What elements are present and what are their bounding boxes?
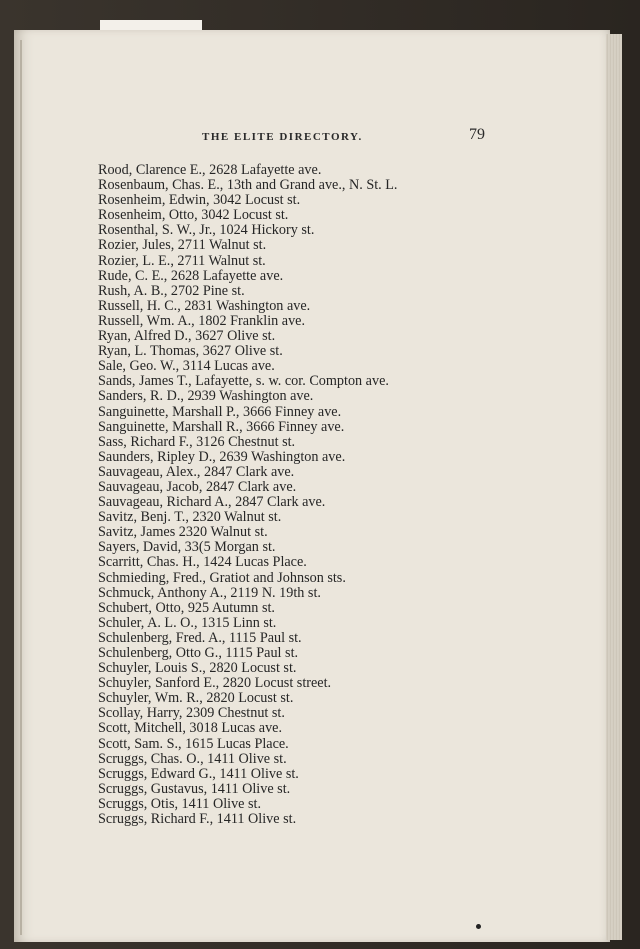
directory-entry: Rood, Clarence E., 2628 Lafayette ave. bbox=[98, 162, 322, 178]
directory-entry: Rosenheim, Otto, 3042 Locust st. bbox=[98, 207, 289, 224]
directory-entry: Schuyler, Sanford E., 2820 Locust street. bbox=[98, 675, 332, 692]
directory-entry: Sayers, David, 33(5 Morgan st. bbox=[98, 539, 276, 556]
directory-entry: Scruggs, Edward G., 1411 Olive st. bbox=[98, 765, 299, 782]
directory-entry: Sanguinette, Marshall P., 3666 Finney ave. bbox=[98, 403, 342, 420]
directory-entry: Rosenbaum, Chas. E., 13th and Grand ave., N. St. L. bbox=[98, 177, 398, 194]
directory-entry: Rozier, Jules, 2711 Walnut st. bbox=[98, 237, 267, 254]
directory-entry: Schmuck, Anthony A., 2119 N. 19th st. bbox=[98, 584, 321, 601]
directory-entry: Sass, Richard F., 3126 Chestnut st. bbox=[98, 433, 296, 450]
directory-entry: Sanders, R. D., 2939 Washington ave. bbox=[98, 388, 314, 405]
directory-entry: Schubert, Otto, 925 Autumn st. bbox=[98, 599, 275, 616]
directory-entry: Ryan, L. Thomas, 3627 Olive st. bbox=[98, 343, 283, 360]
directory-entry: Rude, C. E., 2628 Lafayette ave. bbox=[98, 267, 284, 284]
directory-entry: Sanguinette, Marshall R., 3666 Finney ave. bbox=[98, 418, 345, 435]
directory-entry: Scruggs, Richard F., 1411 Olive st. bbox=[98, 811, 297, 828]
directory-entry: Sale, Geo. W., 3114 Lucas ave. bbox=[98, 358, 275, 375]
directory-entry: Rush, A. B., 2702 Pine st. bbox=[98, 282, 245, 299]
directory-entry: Schuyler, Wm. R., 2820 Locust st. bbox=[98, 690, 294, 707]
directory-entry: Rosenheim, Edwin, 3042 Locust st. bbox=[98, 192, 301, 209]
binding-gutter bbox=[20, 40, 22, 935]
directory-entry: Scollay, Harry, 2309 Chestnut st. bbox=[98, 705, 285, 722]
directory-entry: Schuyler, Louis S., 2820 Locust st. bbox=[98, 660, 297, 677]
page-number: 79 bbox=[469, 126, 485, 143]
running-header: THE ELITE DIRECTORY. bbox=[202, 131, 363, 143]
directory-entry: Rosenthal, S. W., Jr., 1024 Hickory st. bbox=[98, 222, 315, 239]
directory-entry: Savitz, James 2320 Walnut st. bbox=[98, 524, 268, 541]
directory-entry: Sands, James T., Lafayette, s. w. cor. Compton ave. bbox=[98, 373, 389, 390]
directory-entry: Scarritt, Chas. H., 1424 Lucas Place. bbox=[98, 554, 307, 571]
directory-entry: Schulenberg, Otto G., 1115 Paul st. bbox=[98, 645, 299, 661]
directory-entry: Scruggs, Otis, 1411 Olive st. bbox=[98, 795, 262, 812]
directory-entry: Savitz, Benj. T., 2320 Walnut st. bbox=[98, 509, 282, 526]
directory-entry: Scruggs, Gustavus, 1411 Olive st. bbox=[98, 780, 291, 797]
directory-entries bbox=[98, 163, 397, 827]
directory-entry: Schuler, A. L. O., 1315 Linn st. bbox=[98, 614, 277, 631]
directory-entry: Rozier, L. E., 2711 Walnut st. bbox=[98, 252, 266, 269]
directory-entry: Scott, Mitchell, 3018 Lucas ave. bbox=[98, 720, 283, 737]
directory-entry: Sauvageau, Jacob, 2847 Clark ave. bbox=[98, 478, 297, 495]
directory-entry: Schulenberg, Fred. A., 1115 Paul st. bbox=[98, 629, 302, 646]
directory-entry: Scott, Sam. S., 1615 Lucas Place. bbox=[98, 735, 289, 752]
ink-dot bbox=[476, 924, 481, 929]
directory-entry: Scruggs, Chas. O., 1411 Olive st. bbox=[98, 750, 287, 767]
directory-entry: Schmieding, Fred., Gratiot and Johnson sts. bbox=[98, 569, 346, 586]
directory-entry: Sauvageau, Alex., 2847 Clark ave. bbox=[98, 463, 295, 480]
page-edge bbox=[606, 34, 622, 940]
directory-entry: Russell, Wm. A., 1802 Franklin ave. bbox=[98, 312, 306, 329]
directory-entry: Sauvageau, Richard A., 2847 Clark ave. bbox=[98, 494, 326, 511]
directory-entry: Ryan, Alfred D., 3627 Olive st. bbox=[98, 328, 276, 345]
directory-entry: Saunders, Ripley D., 2639 Washington ave. bbox=[98, 448, 346, 465]
directory-entry: Russell, H. C., 2831 Washington ave. bbox=[98, 297, 311, 314]
